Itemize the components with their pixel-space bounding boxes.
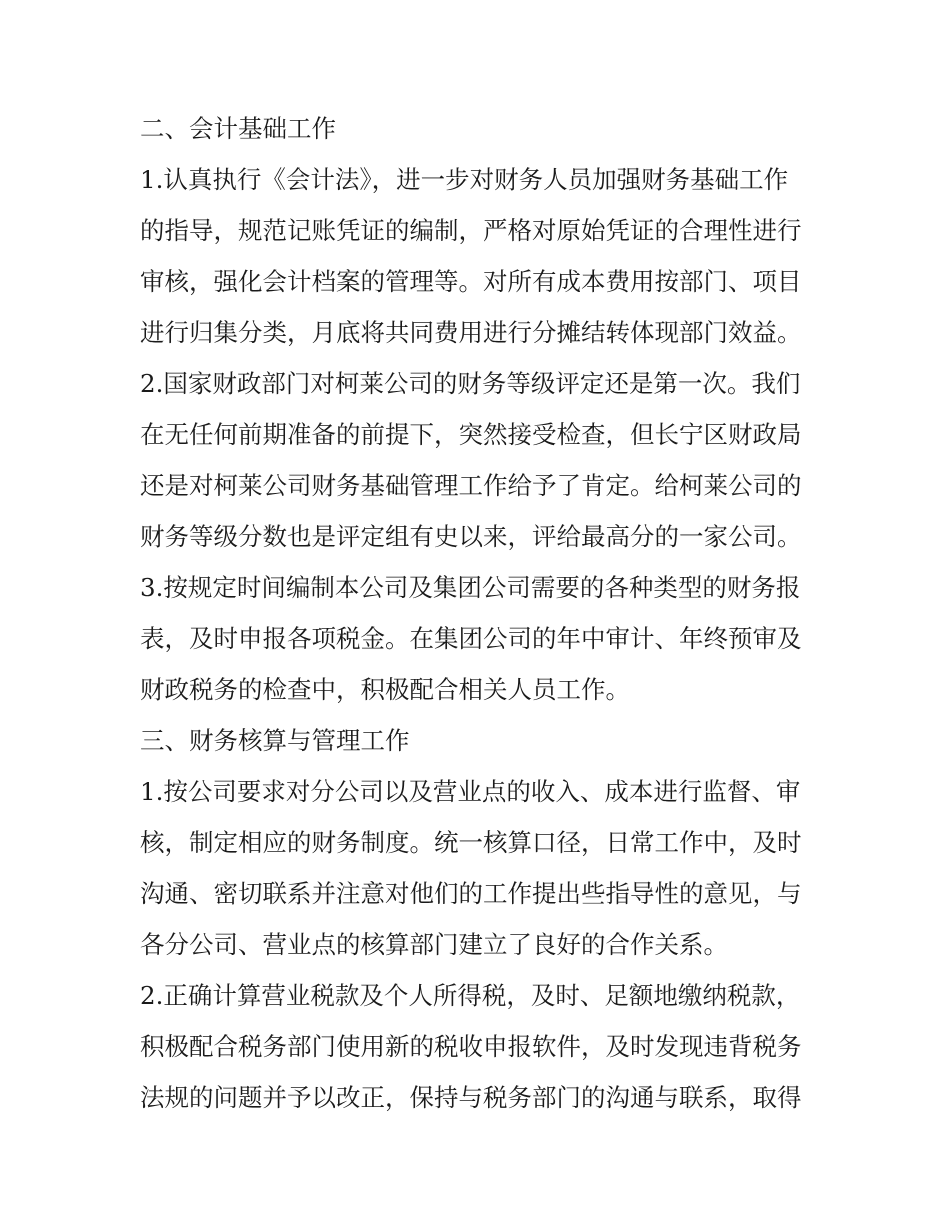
paragraph-line: 审核，强化会计档案的管理等。对所有成本费用按部门、项目 bbox=[140, 267, 802, 296]
paragraph-line: 沟通、密切联系并注意对他们的工作提出些指导性的意见，与 bbox=[140, 879, 802, 908]
paragraph-line: 积极配合税务部门使用新的税收申报软件，及时发现违背税务 bbox=[140, 1032, 802, 1061]
paragraph-line: 财务等级分数也是评定组有史以来，评给最高分的一家公司。 bbox=[140, 522, 802, 551]
paragraph-line: 3.按规定时间编制本公司及集团公司需要的各种类型的财务报 bbox=[140, 573, 801, 602]
paragraph-line: 表，及时申报各项税金。在集团公司的年中审计、年终预审及 bbox=[140, 624, 802, 653]
paragraph-line: 2.国家财政部门对柯莱公司的财务等级评定还是第一次。我们 bbox=[140, 369, 801, 398]
paragraph-line: 的指导，规范记账凭证的编制，严格对原始凭证的合理性进行 bbox=[140, 216, 802, 245]
paragraph-line: 进行归集分类，月底将共同费用进行分摊结转体现部门效益。 bbox=[140, 318, 802, 347]
paragraph-line: 财政税务的检查中，积极配合相关人员工作。 bbox=[140, 675, 630, 704]
document-body bbox=[140, 103, 820, 1123]
paragraph-line: 2.正确计算营业税款及个人所得税，及时、足额地缴纳税款， bbox=[140, 981, 801, 1010]
paragraph-line: 法规的问题并予以改正，保持与税务部门的沟通与联系，取得 bbox=[140, 1083, 802, 1112]
section-heading-accounting-basics: 二、会计基础工作 bbox=[140, 114, 336, 143]
paragraph-line: 1.按公司要求对分公司以及营业点的收入、成本进行监督、审 bbox=[140, 777, 801, 806]
paragraph-line: 核，制定相应的财务制度。统一核算口径，日常工作中，及时 bbox=[140, 828, 802, 857]
section-heading-finance-accounting: 三、财务核算与管理工作 bbox=[140, 726, 410, 755]
paragraph-line: 各分公司、营业点的核算部门建立了良好的合作关系。 bbox=[140, 930, 728, 959]
paragraph-line: 在无任何前期准备的前提下，突然接受检查，但长宁区财政局 bbox=[140, 420, 802, 449]
paragraph-line: 1.认真执行《会计法》，进一步对财务人员加强财务基础工作 bbox=[140, 165, 789, 194]
paragraph-line: 还是对柯莱公司财务基础管理工作给予了肯定。给柯莱公司的 bbox=[140, 471, 802, 500]
